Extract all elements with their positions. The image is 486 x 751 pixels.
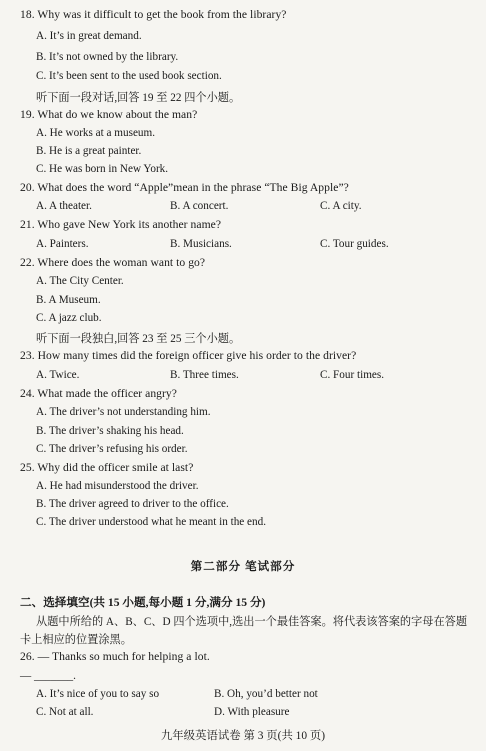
question-19-option-c: C. He was born in New York. xyxy=(36,163,169,175)
section-instruction-line-1: 从题中所给的 A、B、C、D 四个选项中,选出一个最佳答案。将代表该答案的字母在答题 xyxy=(36,616,468,628)
question-25-option-b: B. The driver agreed to driver to the office. xyxy=(36,498,229,510)
question-22-option-b: B. A Museum. xyxy=(36,294,101,306)
question-26-option-a: A. It’s nice of you to say so xyxy=(36,688,160,700)
listening-intro-19-22: 听下面一段对话,回答 19 至 22 四个小题。 xyxy=(36,92,241,104)
question-19-stem: 19. What do we know about the man? xyxy=(20,108,198,121)
question-24-option-c: C. The driver’s refusing his order. xyxy=(36,443,188,455)
question-25-option-c: C. The driver understood what he meant in the end. xyxy=(36,516,267,528)
part-two-heading: 第二部分 笔试部分 xyxy=(190,560,296,573)
question-21-option-a: A. Painters. xyxy=(36,238,89,250)
question-18-option-a: A. It’s in great demand. xyxy=(36,30,142,42)
question-21-stem: 21. Who gave New York its another name? xyxy=(20,218,222,231)
listening-intro-23-25: 听下面一段独白,回答 23 至 25 三个小题。 xyxy=(36,333,241,345)
page-footer: 九年级英语试卷 第 3 页(共 10 页) xyxy=(160,730,326,742)
question-20-option-c: C. A city. xyxy=(320,200,362,212)
question-21-option-b: B. Musicians. xyxy=(170,238,232,250)
question-26-option-c: C. Not at all. xyxy=(36,706,94,718)
question-21-option-c: C. Tour guides. xyxy=(320,238,389,250)
question-20-stem: 20. What does the word “Apple”mean in the phrase “The Big Apple”? xyxy=(20,181,349,194)
question-26-option-d: D. With pleasure xyxy=(214,706,290,718)
question-25-option-a: A. He had misunderstood the driver. xyxy=(36,480,199,492)
question-20-option-b: B. A concert. xyxy=(170,200,229,212)
question-22-option-c: C. A jazz club. xyxy=(36,312,102,324)
question-26-blank: — _______. xyxy=(20,670,76,682)
question-18-option-c: C. It’s been sent to the used book section. xyxy=(36,70,222,82)
section-title: 二、选择填空(共 15 小题,每小题 1 分,满分 15 分) xyxy=(20,596,266,609)
question-22-option-a: A. The City Center. xyxy=(36,275,124,287)
question-20-option-a: A. A theater. xyxy=(36,200,92,212)
question-19-option-b: B. He is a great painter. xyxy=(36,145,142,157)
question-22-stem: 22. Where does the woman want to go? xyxy=(20,256,206,269)
question-23-stem: 23. How many times did the foreign officer give his order to the driver? xyxy=(20,349,357,362)
question-26-option-b: B. Oh, you’d better not xyxy=(214,688,318,700)
question-18-option-b: B. It’s not owned by the library. xyxy=(36,51,179,63)
question-25-stem: 25. Why did the officer smile at last? xyxy=(20,461,194,474)
section-instruction-line-2: 卡上相应的位置涂黑。 xyxy=(20,634,132,646)
question-18-stem: 18. Why was it difficult to get the book from the library? xyxy=(20,8,287,21)
question-23-option-b: B. Three times. xyxy=(170,369,239,381)
question-23-option-a: A. Twice. xyxy=(36,369,80,381)
question-24-stem: 24. What made the officer angry? xyxy=(20,387,177,400)
question-23-option-c: C. Four times. xyxy=(320,369,385,381)
question-19-option-a: A. He works at a museum. xyxy=(36,127,155,139)
question-24-option-a: A. The driver’s not understanding him. xyxy=(36,406,211,418)
question-26-stem: 26. — Thanks so much for helping a lot. xyxy=(20,650,210,663)
question-24-option-b: B. The driver’s shaking his head. xyxy=(36,425,184,437)
